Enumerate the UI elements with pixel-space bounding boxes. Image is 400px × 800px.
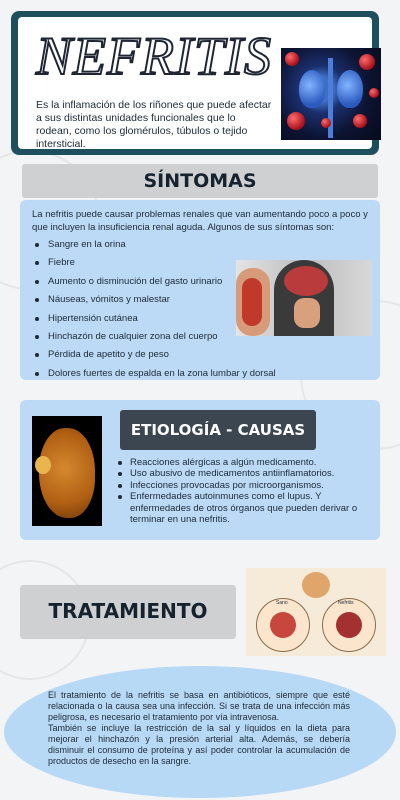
intro-text: Es la inflamación de los riñones que puede afectar a sus distintas unidades funcionales que lo rodean, como los glomérulos, túbulos o tejido intersticial. <box>36 99 272 150</box>
list-item: Hipertensión cutánea <box>34 310 276 328</box>
tratamiento-heading-bar <box>20 585 236 639</box>
diagram-label: Nefritis <box>338 600 354 606</box>
list-item: Pérdida de apetito y de peso <box>34 346 276 364</box>
damaged-kidney-photo <box>32 416 102 526</box>
list-item: Reacciones alérgicas a algún medicamento. <box>116 457 376 468</box>
tratamiento-text <box>48 690 350 767</box>
tratamiento-paragraph: El tratamiento de la nefritis se basa en antibióticos, siempre que esté relacionada o la causa sea una infección. Si se trata de una infección más peligrosa, es necesario el tratamiento por vía intravenosa. <box>48 690 350 722</box>
list-item: Enfermedades autoinmunes como el lupus. Y enfermedades de otros órganos que pueden derivar o terminar en una nefritis. <box>116 491 376 525</box>
diagram-label: Sano <box>276 600 288 606</box>
etiologia-list <box>116 457 376 525</box>
sintomas-heading-bar <box>22 164 378 198</box>
header-inner <box>18 17 372 149</box>
list-item: Hinchazón de cualquier zona del cuerpo <box>34 328 276 346</box>
etiologia-heading-bar <box>120 410 316 450</box>
sintomas-heading: SÍNTOMAS <box>143 170 257 192</box>
list-item: Dolores fuertes de espalda en la zona lumbar y dorsal <box>34 365 276 383</box>
back-pain-photo <box>236 260 372 336</box>
etiologia-heading: ETIOLOGÍA - CAUSAS <box>130 421 306 439</box>
sintomas-intro: La nefritis puede causar problemas renales que van aumentando poco a poco y que incluyen la insuficiencia renal aguda. Algunos de sus síntomas son: <box>32 209 368 233</box>
list-item: Sangre en la orina <box>34 236 276 254</box>
list-item: Fiebre <box>34 254 276 272</box>
kidney-comparison-diagram <box>246 568 386 656</box>
list-item: Náuseas, vómitos y malestar <box>34 291 276 309</box>
list-item: Infecciones provocadas por microorganismos. <box>116 480 376 491</box>
sintomas-panel <box>20 200 380 380</box>
tratamiento-paragraph: También se incluye la restricción de la sal y líquidos en la dieta para mejorar el hinchazón y la presión arterial alta. Además, se debería disminuir el consumo de proteína y así poder controlar la acumulación de productos de desecho en la sangre. <box>48 723 350 766</box>
list-item: Aumento o disminución del gasto urinario <box>34 273 276 291</box>
tratamiento-heading: TRATAMIENTO <box>48 599 208 623</box>
page-title: NEFRITIS <box>36 26 272 86</box>
list-item: Uso abusivo de medicamentos antiinflamatorios. <box>116 468 376 479</box>
etiologia-panel <box>20 400 380 540</box>
header-card <box>11 11 379 155</box>
kidney-illustration <box>281 48 381 140</box>
